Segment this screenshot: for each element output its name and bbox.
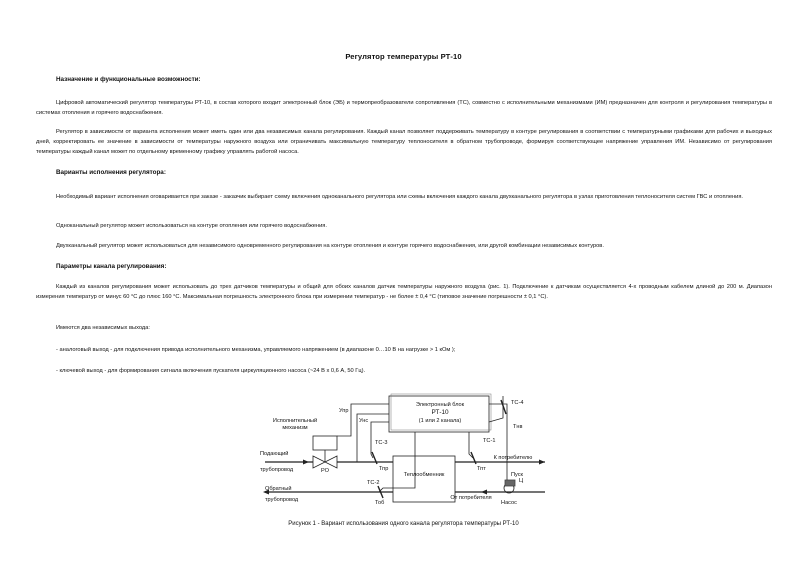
ts1-label: ТС-1 [483, 438, 496, 444]
upr-label: Упр [339, 408, 349, 414]
paragraph: Необходимый вариант исполнения оговаривается при заказе - заказчик выбирает схему включения одноканального регулятора или схемы включения каждого канала двухканального регулятора в узлах приготовления теплоносителя систем ГВС и отопления. [56, 194, 744, 200]
section-heading-variants: Варианты исполнения регулятора: [56, 169, 166, 176]
paragraph: Двухканальный регулятор может использоваться для независимого одновременного регулирования на контуре отопления и контуре горячего водоснабжения, или другой комбинации независимых контуров. [56, 243, 604, 249]
actuator-box [313, 436, 337, 450]
ts4-label: ТС-4 [511, 400, 524, 406]
actuator-label-2: механизм [282, 425, 308, 431]
tnv-label: Тнв [513, 424, 523, 430]
block-label-line3: (1 или 2 канала) [418, 418, 462, 424]
section-heading-purpose: Назначение и функциональные возможности: [56, 76, 201, 83]
control-valve [313, 456, 325, 468]
arrow-left [481, 490, 487, 495]
tpt-label: Тпт [477, 466, 486, 472]
tpr-label: Тпр [379, 466, 389, 472]
heating-scheme-diagram [255, 392, 555, 517]
section-heading-parameters: Параметры канала регулирования: [56, 263, 167, 270]
paragraph: Имеются два независимых выхода: [56, 325, 150, 331]
heat-exchanger [393, 456, 455, 502]
supply-label-2: трубопровод [260, 467, 294, 473]
paragraph: Цифровой автоматический регулятор температуры РТ-10, в состав которого входит электронный блок (ЭБ) и термопреобразователи сопротивления (ТС), совместно с исполнительными механизмами (ИМ) предназначен для контроля и регулирования температуры в системах отопления и горячего водоснабжения. [36, 100, 772, 117]
valve-label: РО [321, 468, 329, 474]
exchanger-label: Теплообменник [403, 472, 445, 478]
figure-caption: Рисунок 1 - Вариант использования одного канала регулятора температуры РТ-10 [288, 521, 519, 527]
ts3-label: ТС-3 [375, 440, 388, 446]
consumer-out-label: К потребителю [493, 455, 533, 461]
supply-label-1: Подающий [260, 451, 289, 457]
list-item: - аналоговый выход - для подключения привода исполнительного механизма, управляемого напряжением (в диапазоне 0…10 В на нагрузке > 1 кОм ); [56, 347, 456, 353]
block-label-line1: Электронный блок [415, 402, 465, 408]
return-label-2: трубопровод [265, 497, 299, 503]
pump-label: Насос [501, 500, 517, 506]
pus-label: Пуск [511, 472, 523, 478]
sensor-ts4 [501, 400, 506, 414]
paragraph: Регулятор в зависимости от варианта исполнения может иметь один или два независимых канала регулирования. Каждый канал позволяет поддерживать температуру в контуре регулирования в соответствии с температурными графиками для рабочих и выходных дней, корректировать ее значение в зависимости от температуры наружного воздуха или ограничивать максимальную температуру теплоносителя в обратном трубопроводе, формируя соответствующее напряжение управления ИМ. Независимо от регулирования температуры каждый канал может по отдельному временному графику управлять работой насоса. [36, 129, 772, 156]
uns-label: Унс [359, 418, 369, 424]
consumer-in-label: От потребителя [450, 495, 492, 501]
paragraph: Каждый из каналов регулирования может использовать до трех датчиков температуры и общий для обоих каналов датчик температуры наружного воздуха (рис. 1). Подключение к датчикам осуществляется 4-х проводным кабелем длиной до 200 м. Диапазон измерения температур от минус 60 °С до плюс 160 °С. Максимальная погрешность электронного блока при измерении температур - не более ± 0,4 °С (типовое значение погрешности ± 0,1 °С). [36, 284, 772, 301]
arrow-right [303, 460, 309, 465]
arrow-right [539, 460, 545, 465]
actuator-label-1: Исполнительный [272, 418, 318, 424]
cir-label: Ц [519, 478, 524, 484]
paragraph: Одноканальный регулятор может использоваться на контуре отопления или горячего водоснабжения. [56, 223, 327, 229]
return-label-1: Обратный [265, 486, 292, 492]
block-label-line2: РТ-10 [431, 409, 449, 416]
ts2-label: ТС-2 [367, 480, 380, 486]
document-title: Регулятор температуры РТ-10 [345, 52, 462, 61]
tob-label: Тоб [375, 500, 385, 506]
list-item: - ключевой выход - для формирования сигнала включения пускателя циркуляционного насоса (~24 В х 0,6 А, 50 Гц). [56, 368, 366, 374]
